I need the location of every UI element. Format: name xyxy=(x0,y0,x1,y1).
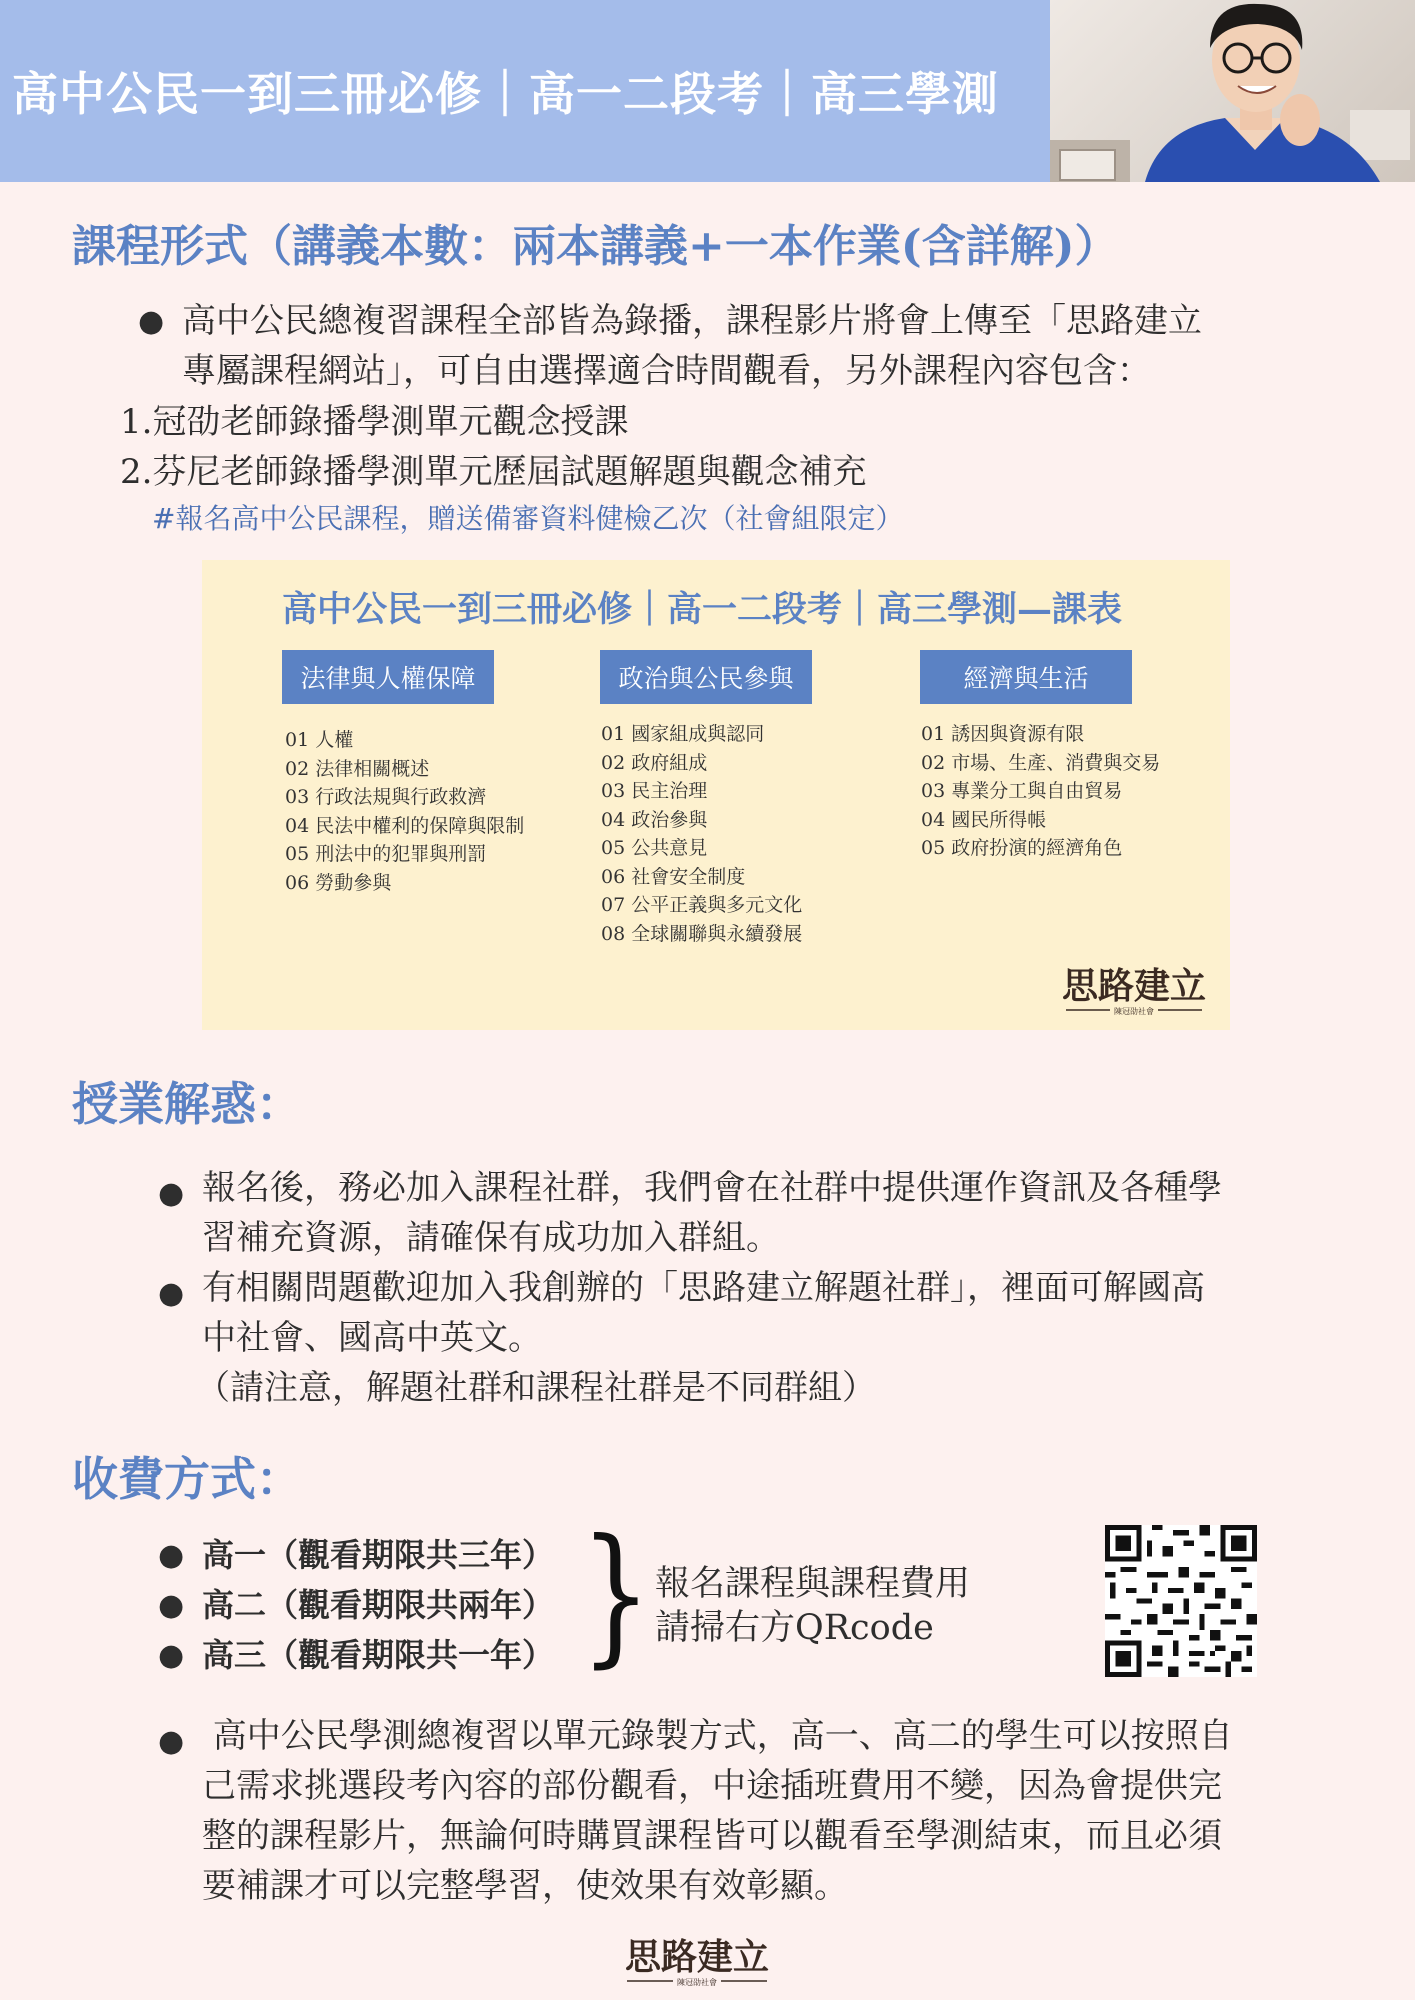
list-item: 02 法律相關概述 xyxy=(285,757,430,780)
bullet-dot: ● xyxy=(158,1588,185,1623)
svg-text:陳冠劭社會: 陳冠劭社會 xyxy=(1114,1007,1154,1016)
fee-grade-11: 高二（觀看期限共兩年） xyxy=(202,1586,555,1624)
schedule-title: 高中公民一到三冊必修｜高一二段考｜高三學測—課表 xyxy=(282,589,1123,630)
brand-logo xyxy=(1054,960,1214,1022)
qa-bullet2-line2: 中社會、國高中英文。 xyxy=(202,1318,542,1358)
list-item: 04 國民所得帳 xyxy=(921,808,1047,831)
fee-grade-12: 高三（觀看期限共一年） xyxy=(202,1636,555,1674)
list-item: 08 全球關聯與永續發展 xyxy=(601,922,803,945)
bullet-dot: ● xyxy=(158,1724,185,1759)
course-format-item1: 1.冠劭老師錄播學測單元觀念授課 xyxy=(120,402,629,442)
list-item: 05 公共意見 xyxy=(601,837,708,859)
list-item: 01 人權 xyxy=(285,729,354,751)
footer-brand-text: 思路建立 xyxy=(624,1937,770,1978)
qa-bullet2-line1: 有相關問題歡迎加入我創辦的「思路建立解題社群」，裡面可解國高 xyxy=(202,1268,1205,1308)
list-item: 01 國家組成與認同 xyxy=(601,723,765,745)
teacher-portrait-illustration xyxy=(1050,0,1415,182)
list-item: 05 政府扮演的經濟角色 xyxy=(921,837,1123,859)
qr-code[interactable] xyxy=(1105,1525,1257,1677)
list-item: 03 專業分工與自由貿易 xyxy=(921,780,1123,802)
list-item: 06 社會安全制度 xyxy=(601,865,746,888)
banner-title: 高中公民一到三冊必修｜高一二段考｜高三學測 xyxy=(12,67,999,121)
hashtag-promo: #報名高中公民課程，贈送備審資料健檢乙次（社會組限定） xyxy=(152,502,904,535)
fees-heading: 收費方式： xyxy=(72,1452,302,1506)
footer-brand-logo xyxy=(615,1935,780,1993)
list-item: 03 行政法規與行政救濟 xyxy=(285,786,487,808)
qa-heading: 授業解惑： xyxy=(72,1077,302,1131)
law-topic-list xyxy=(285,726,524,897)
bullet-dot: ● xyxy=(158,1538,185,1573)
bullet-dot: ● xyxy=(138,304,165,339)
schedule-card xyxy=(202,560,1230,1030)
qa-bullet1-line1: 報名後，務必加入課程社群，我們會在社群中提供運作資訊及各種學 xyxy=(202,1168,1222,1208)
list-item: 06 勞動參與 xyxy=(285,871,392,894)
course-format-heading: 課程形式（講義本數：兩本講義+一本作業(含詳解)） xyxy=(72,221,1119,272)
fees-note-line1: 高中公民學測總複習以單元錄製方式，高一、高二的學生可以按照自 xyxy=(202,1716,1233,1756)
fees-note-line3: 整的課程影片，無論何時購買課程皆可以觀看至學測結束，而且必須 xyxy=(202,1816,1222,1856)
column-header-politics: 政治與公民參與 xyxy=(600,650,812,704)
header-banner xyxy=(0,0,1050,182)
list-item: 07 公平正義與多元文化 xyxy=(601,894,803,916)
list-item: 01 誘因與資源有限 xyxy=(921,723,1085,745)
list-item: 04 政治參與 xyxy=(601,808,708,831)
register-line1: 報名課程與課程費用 xyxy=(655,1564,971,1604)
teacher-photo xyxy=(1050,0,1415,182)
list-item: 02 市場、生產、消費與交易 xyxy=(921,751,1161,774)
register-line2: 請掃右方QRcode xyxy=(655,1608,934,1648)
fee-grade-10: 高一（觀看期限共三年） xyxy=(202,1536,555,1574)
brace-icon: } xyxy=(580,1508,652,1682)
list-item: 03 民主治理 xyxy=(601,780,708,802)
list-item: 04 民法中權利的保障與限制 xyxy=(285,814,525,837)
column-header-law: 法律與人權保障 xyxy=(282,650,494,704)
qa-note: （請注意，解題社群和課程社群是不同群組） xyxy=(196,1368,876,1408)
list-item: 05 刑法中的犯罪與刑罰 xyxy=(285,843,487,865)
economics-topic-list xyxy=(921,720,1160,863)
bullet-dot: ● xyxy=(158,1176,185,1211)
course-format-line1: 高中公民總複習課程全部皆為錄播，課程影片將會上傳至「思路建立 xyxy=(182,301,1202,341)
bullet-dot: ● xyxy=(158,1276,185,1311)
qa-bullet1-line2: 習補充資源，請確保有成功加入群組。 xyxy=(202,1218,780,1258)
politics-topic-list xyxy=(601,720,802,948)
fees-note-line2: 己需求挑選段考內容的部份觀看，中途插班費用不變，因為會提供完 xyxy=(202,1766,1222,1806)
bullet-dot: ● xyxy=(158,1638,185,1673)
list-item: 02 政府組成 xyxy=(601,751,708,774)
fees-note-line4: 要補課才可以完整學習，使效果有效彰顯。 xyxy=(202,1866,848,1906)
course-format-item2: 2.芬尼老師錄播學測單元歷屆試題解題與觀念補充 xyxy=(120,452,867,492)
brand-logo-text: 思路建立 xyxy=(1061,966,1207,1007)
svg-text:陳冠劭社會: 陳冠劭社會 xyxy=(677,1978,717,1987)
course-format-line2: 專屬課程網站」，可自由選擇適合時間觀看，另外課程內容包含： xyxy=(182,351,1151,391)
column-header-economics: 經濟與生活 xyxy=(920,650,1132,704)
